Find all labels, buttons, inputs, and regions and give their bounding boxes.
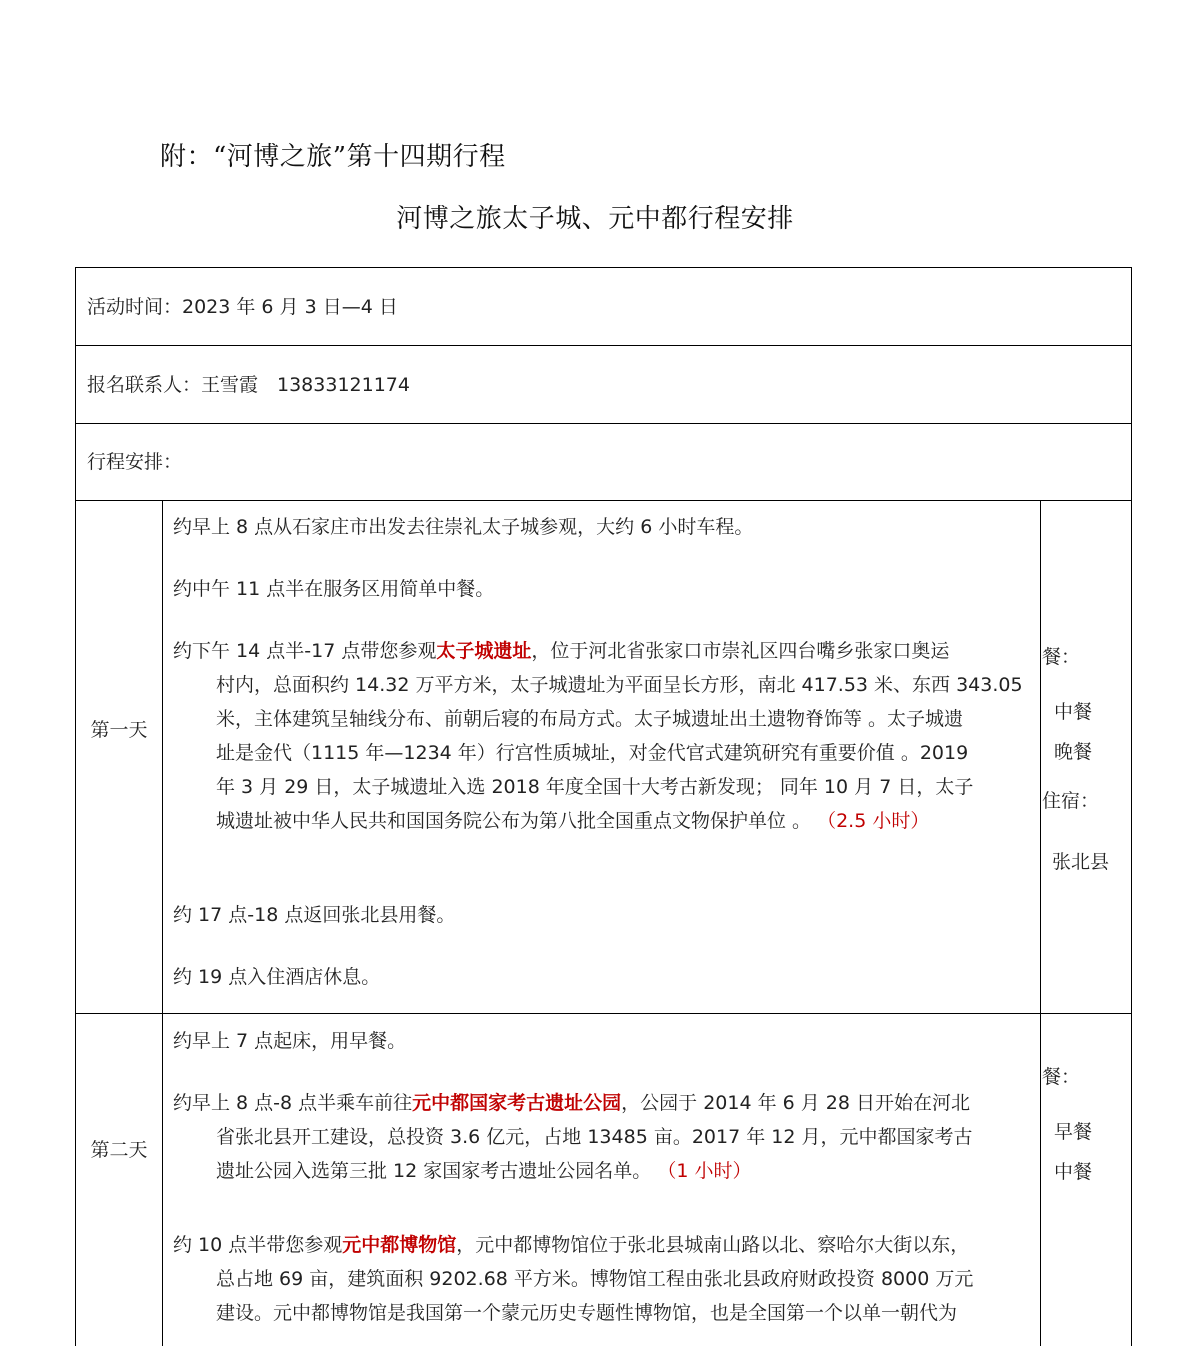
day-row-divider	[76, 1013, 1131, 1014]
day1-label: 第一天	[90, 719, 148, 741]
day1-visit-line6: 城遗址被中华人民共和国国务院公布为第八批全国重点文物保护单位 。	[216, 810, 812, 832]
schedule-label-row: 行程安排：	[76, 423, 1131, 501]
day2-museum-line3: 建设。元中都博物馆是我国第一个蒙元历史专题性博物馆，也是全国第一个以单一朝代为	[216, 1302, 958, 1324]
day2-museum-line2: 总占地 69 亩，建筑面积 9202.68 平方米。博物馆工程由张北县政府财政投资 8000 万元	[216, 1268, 974, 1290]
day1-return: 约 17 点-18 点返回张北县用餐。	[173, 904, 456, 926]
day1-visit-line6-wrap	[173, 804, 1033, 838]
day1-visit-duration: （2.5 小时）	[817, 810, 930, 832]
day1-visit-lead: 约下午 14 点半-17 点带您参观	[173, 640, 437, 662]
day2-museum-paragraph	[173, 1228, 1033, 1330]
day1-meal-lunch: 中餐	[1054, 701, 1093, 723]
day1-visit-line1: ，位于河北省张家口市崇礼区四台嘴乡张家口奥运	[531, 640, 950, 662]
activity-time-row: 活动时间：2023 年 6 月 3 日—4 日	[76, 268, 1131, 346]
day2-museum-lead: 约 10 点半带您参观	[173, 1234, 343, 1256]
yuanzhongdu-park-name: 元中都国家考古遗址公园	[412, 1092, 622, 1114]
day2-park-line1: ，公园于 2014 年 6 月 28 日开始在河北	[621, 1092, 971, 1114]
day2-park-lead: 约早上 8 点-8 点半乘车前往	[173, 1092, 413, 1114]
day2-meals-label: 餐：	[1042, 1066, 1081, 1088]
day1-visit-line4: 址是金代（1115 年—1234 年）行宫性质城址，对金代官式建筑研究有重要价值 。2019	[216, 742, 969, 764]
day2-park-line3: 遗址公园入选第三批 12 家国家考古遗址公园名单。	[216, 1160, 652, 1182]
taizicheng-site-name: 太子城遗址	[436, 640, 532, 662]
day1-meals-label: 餐：	[1042, 646, 1081, 668]
day2-park-paragraph	[173, 1086, 1033, 1188]
day1-departure: 约早上 8 点从石家庄市出发去往崇礼太子城参观，大约 6 小时车程。	[173, 516, 754, 538]
day2-meal-breakfast: 早餐	[1054, 1121, 1093, 1143]
day1-lunch: 约中午 11 点半在服务区用简单中餐。	[173, 578, 495, 600]
day1-stay-label: 住宿：	[1042, 790, 1100, 812]
itinerary-table	[75, 267, 1132, 1346]
document-title: 河博之旅太子城、元中都行程安排	[396, 204, 794, 234]
day2-museum-line1: ，元中都博物馆位于张北县城南山路以北、察哈尔大街以东，	[456, 1234, 970, 1256]
contact-row: 报名联系人：王雪霞 13833121174	[76, 346, 1131, 424]
day1-meal-dinner: 晚餐	[1054, 741, 1093, 763]
day1-visit-line5: 年 3 月 29 日，太子城遗址入选 2018 年度全国十大考古新发现； 同年 10 月 7 日，太子	[216, 776, 974, 798]
column-divider-right	[1040, 500, 1041, 1346]
day2-park-line3-wrap	[173, 1154, 1033, 1188]
day2-park-line2: 省张北县开工建设，总投资 3.6 亿元，占地 13485 亩。2017 年 12 月，元中都国家考古	[216, 1126, 973, 1148]
yuanzhongdu-museum-name: 元中都博物馆	[342, 1234, 457, 1256]
day2-wakeup: 约早上 7 点起床，用早餐。	[173, 1030, 407, 1052]
column-divider-left	[162, 500, 163, 1346]
day1-visit-line2: 村内，总面积约 14.32 万平方米，太子城遗址为平面呈长方形，南北 417.53 米、东西 343.05	[216, 674, 1023, 696]
day1-hotel: 约 19 点入住酒店休息。	[173, 966, 381, 988]
day2-park-duration: （1 小时）	[657, 1160, 752, 1182]
day1-stay-location: 张北县	[1052, 851, 1110, 873]
day2-meal-lunch: 中餐	[1054, 1161, 1093, 1183]
day2-label: 第二天	[90, 1139, 148, 1161]
day1-taizicheng-paragraph	[173, 634, 1033, 838]
day1-visit-line3: 米，主体建筑呈轴线分布、前朝后寝的布局方式。太子城遗址出土遗物脊饰等 。太子城遗	[216, 708, 964, 730]
attachment-title: 附：“河博之旅”第十四期行程	[160, 142, 506, 172]
